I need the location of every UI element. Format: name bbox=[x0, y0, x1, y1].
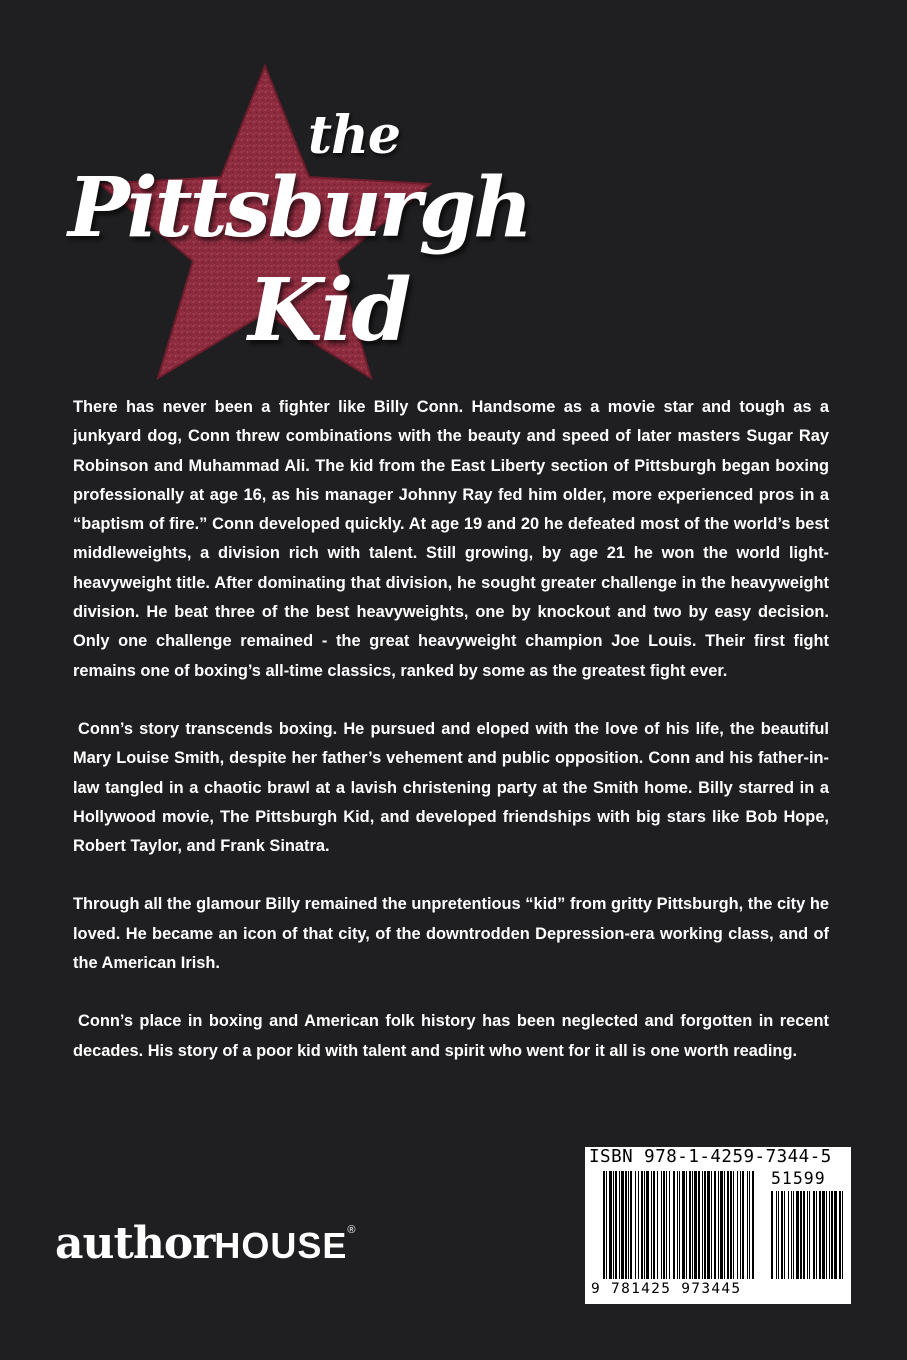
barcode-addon-bar bbox=[834, 1191, 837, 1279]
barcode-bar bbox=[737, 1171, 738, 1279]
barcode-addon-bar bbox=[816, 1191, 817, 1279]
barcode-bar bbox=[613, 1171, 614, 1279]
barcode-bar bbox=[609, 1171, 612, 1279]
barcode-bar bbox=[714, 1171, 716, 1279]
barcode-bar bbox=[638, 1171, 639, 1279]
barcode-bar bbox=[666, 1171, 667, 1279]
barcode-bar bbox=[657, 1171, 658, 1279]
barcode-addon-bar bbox=[829, 1191, 830, 1279]
barcode-bar bbox=[619, 1171, 620, 1279]
isbn-label: ISBN 978-1-4259-7344-5 bbox=[589, 1147, 832, 1167]
barcode-bar bbox=[635, 1171, 636, 1279]
barcode-bar bbox=[692, 1171, 693, 1279]
barcode-addon-bar bbox=[839, 1191, 841, 1279]
barcode-bar bbox=[727, 1171, 729, 1279]
barcode-bar bbox=[651, 1171, 652, 1279]
barcode-bar bbox=[689, 1171, 691, 1279]
barcode-bar bbox=[673, 1171, 675, 1279]
barcode-addon-bar bbox=[822, 1191, 825, 1279]
publisher-logo bbox=[55, 1218, 355, 1269]
registered-mark: ® bbox=[347, 1224, 356, 1236]
barcode-bar bbox=[694, 1171, 697, 1279]
barcode-bar bbox=[644, 1171, 645, 1279]
barcode-addon-bar bbox=[800, 1191, 802, 1279]
barcode-addon-bar bbox=[803, 1191, 805, 1279]
barcode-bar bbox=[641, 1171, 643, 1279]
barcode-bar bbox=[603, 1171, 605, 1279]
barcode-bar bbox=[724, 1171, 725, 1279]
barcode-bar bbox=[661, 1171, 662, 1279]
barcode-bar bbox=[615, 1171, 617, 1279]
publisher-name-part2: HOUSE bbox=[214, 1225, 348, 1266]
title-the: the bbox=[308, 105, 400, 166]
barcode-bar bbox=[733, 1171, 734, 1279]
barcode-bar bbox=[646, 1171, 649, 1279]
barcode-bar bbox=[669, 1171, 670, 1279]
barcode-addon-bar bbox=[778, 1191, 779, 1279]
barcode-addon-bar bbox=[819, 1191, 821, 1279]
barcode-digits: 9 781425 973445 bbox=[591, 1281, 742, 1297]
barcode-bar bbox=[742, 1171, 744, 1279]
blurb-paragraph-3: Through all the glamour Billy remained the unpretentious “kid” from gritty Pittsburgh, the city he loved. He became an icon of that city, of the downtrodden Depression-era working class, and of the American Irish. bbox=[73, 895, 829, 973]
barcode-bar bbox=[621, 1171, 624, 1279]
barcode-bar bbox=[625, 1171, 627, 1279]
barcode-bar bbox=[606, 1171, 607, 1279]
barcode-addon-bar bbox=[784, 1191, 785, 1279]
barcode-bar bbox=[663, 1171, 665, 1279]
barcode-bar bbox=[730, 1171, 732, 1279]
blurb-paragraph-4: Conn’s place in boxing and American folk history has been neglected and forgotten in recent decades. His story of a poor kid with talent and spirit who went for it all is one worth reading. bbox=[73, 1012, 829, 1060]
barcode-addon-bar bbox=[788, 1191, 789, 1279]
barcode-addon-bar bbox=[793, 1191, 794, 1279]
barcode-addon-bar bbox=[813, 1191, 815, 1279]
barcode-addon-bar bbox=[776, 1191, 777, 1279]
barcode-bar bbox=[686, 1171, 687, 1279]
title-pittsburgh: Pittsburgh bbox=[68, 160, 530, 256]
barcode-addon-bar bbox=[771, 1191, 773, 1279]
barcode-addon-bar bbox=[781, 1191, 783, 1279]
blurb-paragraph-2: Conn’s story transcends boxing. He pursued and eloped with the love of his life, the beautiful Mary Louise Smith, despite her father’s vehement and public opposition. Conn and his father-in-law tangled in a chaotic brawl at a lavish christening party at the Smith home. Billy starred in a Hollywood movie, The Pittsburgh Kid, and developed friendships with big stars like Bob Hope, Robert Taylor, and Frank Sinatra. bbox=[73, 719, 829, 856]
barcode bbox=[585, 1147, 851, 1304]
barcode-bar bbox=[682, 1171, 685, 1279]
barcode-addon-bar bbox=[791, 1191, 792, 1279]
barcode-addon-bar bbox=[842, 1191, 843, 1279]
barcode-bar bbox=[628, 1171, 629, 1279]
barcode-bar bbox=[707, 1171, 710, 1279]
barcode-bar bbox=[720, 1171, 723, 1279]
barcode-addon-bar bbox=[831, 1191, 833, 1279]
barcode-bar bbox=[702, 1171, 703, 1279]
barcode-bar bbox=[747, 1171, 748, 1279]
barcode-bar bbox=[679, 1171, 680, 1279]
barcode-bar bbox=[630, 1171, 632, 1279]
barcode-bar bbox=[749, 1171, 750, 1279]
price-code: 51599 bbox=[771, 1169, 826, 1188]
barcode-bar bbox=[698, 1171, 700, 1279]
barcode-addon-bar bbox=[807, 1191, 808, 1279]
barcode-addon-bar bbox=[809, 1191, 810, 1279]
barcode-bar bbox=[653, 1171, 655, 1279]
title-logo bbox=[60, 60, 530, 390]
barcode-addon-bar bbox=[796, 1191, 799, 1279]
barcode-bar bbox=[718, 1171, 719, 1279]
title-kid: Kid bbox=[248, 260, 410, 361]
publisher-name-part1: author bbox=[55, 1218, 215, 1269]
blurb bbox=[73, 393, 829, 1095]
barcode-addon-bar bbox=[826, 1191, 827, 1279]
blurb-paragraph-1: There has never been a fighter like Billy Conn. Handsome as a movie star and tough as a junkyard dog, Conn threw combinations with the beauty and speed of later masters Sugar Ray Robinson and Muhammad Ali. The kid from the East Liberty section of Pittsburgh began boxing professionally at age 16, as his manager Johnny Ray fed him older, more experienced pros in a “baptism of fire.” Conn developed quickly. At age 19 and 20 he defeated most of the world’s best middleweights, a division rich with talent. Still growing, by age 21 he won the world light-heavyweight title. After dominating that division, he sought greater challenge in the heavyweight division. He beat three of the best heavyweights, one by knockout and two by easy decision. Only one challenge remained - the great heavyweight champion Joe Louis. Their first fight remains one of boxing’s all-time classics, ranked by some as the greatest fight ever. bbox=[73, 398, 829, 680]
barcode-bar bbox=[711, 1171, 712, 1279]
barcode-bar bbox=[752, 1171, 754, 1279]
barcode-bar bbox=[704, 1171, 706, 1279]
barcode-bar bbox=[740, 1171, 741, 1279]
barcode-bar bbox=[677, 1171, 678, 1279]
